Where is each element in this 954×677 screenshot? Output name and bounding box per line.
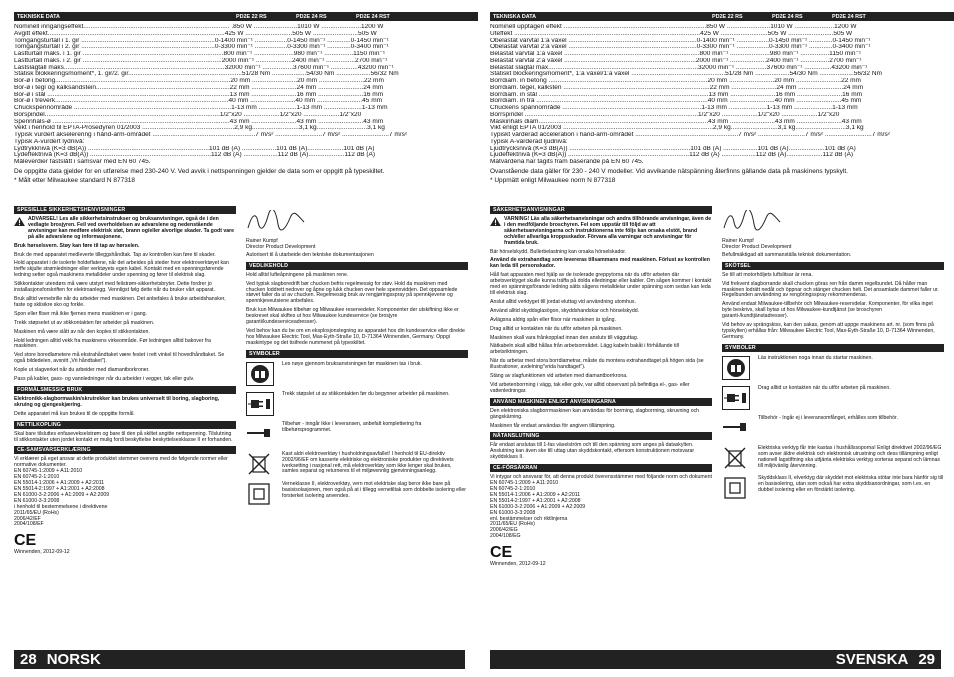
spec-row: Borrdiam. in stål ..............................................................................................13 mm .........................16 mm .........................16 mm <box>490 91 863 98</box>
spec-row: Belastat varvtal 2:a växel .........................................................................2000 min⁻¹ ....................2400 min⁻¹ ................2700 min⁻¹ <box>490 57 862 64</box>
model-24rst: PD2E 24 RST <box>356 13 390 20</box>
unplug-icon <box>722 386 750 410</box>
tech-data-title: TEKNISKE DATA <box>17 13 60 20</box>
symbol-weee <box>246 452 468 476</box>
symbol-text: Drag alltid ur kontakten när du utför arbeten på maskinen. <box>758 384 891 391</box>
para-insulated: Hold apparatet i de isolerte holdeflatene, når det arbeides på steder hvor elektroverktøyet kan treffe skjulte strømledninger eller verktøyets egen kabel. Kontakt med en spenningsførende ledning setter også maskinens metalldeler under spenning og fører til elektrisk slag. <box>14 260 229 279</box>
symbol-unplug <box>246 392 468 416</box>
tech-data-header <box>14 12 478 21</box>
norm-item: 2004/108/EG <box>490 533 521 540</box>
weee-bin-icon <box>246 452 274 476</box>
para-outdoor: Stikkontakter utendørs må være utstyrt med feilstrøm-sikkerhetsbryter. Dette fordrer jo installasjonsforskriften for elektroanlegg. Vennligst følg dette når du bruker vårt apparat. <box>14 281 215 294</box>
para-large-dia: När du arbetar med stora borrdiametrar, måste du montera extrahandtaget på högen sida (se illustrationer, avdelning"vrida handtaget"). <box>490 358 704 371</box>
spec-row: Uteffekt .......................................................................................................425 W ..........................505 W .........................505 W <box>490 30 853 37</box>
spec-row: Ljudtrycksnivå (K=3 dB(A)) ...................................................................101 dB (A) ...................101 dB (A)....................101 dB (A) <box>490 145 856 152</box>
para-maint4: Vid behov av sprängskiss, kan den sakas, genom att uppge maskinens art. nr. (som finns på typskylten) erhållas från: Milwaukee Electric Tool, Max-Eyth-Straße 10, D-71364 Winnenden, Germany. <box>722 322 935 340</box>
spec-row: Typiskt värderad acceleration i hand-arm-området .........................................................7 m/s² ..........................7 m/s² ..........................7 m/s² <box>490 132 890 138</box>
spec-row: Belastat slagtal max...................................................................................32000 min⁻¹ .................37600 min⁻¹ ...............43200 min⁻¹ <box>490 64 868 71</box>
warning-text: ADVARSEL! Les alle sikkerhetsinstrukser og bruksanvisninger, også de i den vedlagte brosjyren. Feil ved overholdelsen av advarslene og nedenstående anvisninger kan medføre elektrisk støt, brann og/eller alvorlige skader. Ta godt vare på alle advarslene og informasjonene. <box>28 216 235 240</box>
footer-norsk <box>14 650 465 669</box>
spec-row: Borrdiam. in betong ........................................................................................20 mm .........................20 mm .........................22 mm <box>490 78 861 84</box>
spec-row: Bor-ø i stål .....................................................................................................13 mm .........................16 mm .........................16 mm <box>14 91 384 98</box>
symbol-text: Trekk støpslet ut av stikkontakten før du begynner arbeider på maskinen. <box>282 390 450 397</box>
spec-row: Avgitt effekt..................................................................................................425 W ..........................505 W .........................505 W <box>14 30 377 37</box>
accessory-icon <box>246 422 274 446</box>
voltage-note: Ovanstående data gäller för 230 - 240 V modeller. Vid avvikande nätspänning återfinns gällande data på maskinens typskylt. <box>490 167 848 175</box>
para-use: Den elektroniska slagborrmaskinen kan användas för borrning, slagborrning, skruvning och gängskärning. <box>490 407 700 420</box>
weee-bin-icon <box>722 446 750 470</box>
norm-item: enl. bestämmelser och riktlinjerna <box>490 515 568 522</box>
right-column <box>722 204 944 506</box>
date: Winnenden, 2012-09-12 <box>14 549 70 556</box>
voltage-note: De oppgitte data gjelder for en utførelse med 230-240 V. Ved avvik i nettspenningen gjelder de data som er oppgitt på typeskiltet. <box>14 167 385 175</box>
signature-icon <box>246 210 306 232</box>
read-manual-icon <box>722 356 750 380</box>
symbol-read-manual <box>722 356 944 380</box>
model-22rs: PD2E 22 RS <box>712 13 743 20</box>
section-heading-symbols: SYMBOLER <box>246 350 468 358</box>
para-use: Elektronikk-slagbormaskin/skrutrekker kan brukes universelt til boring, slagboring, skruing og gjengeskjæring. <box>14 395 220 408</box>
spec-row: Borrspindel ................................................................................................1/2"x20 ....................1/2"x20 ....................1/2"x20 <box>490 111 840 118</box>
spec-row: Nominell upptagen effekt ...............................................................................850 W ........................1010 W ......................1200 W <box>490 24 857 30</box>
spec-row: Måleverdier fastslått i samsvar med EN 60 745. <box>14 159 151 165</box>
spec-row: Tomgangsturtall i 2. gir ..........................................................................0-3300 min⁻¹ ..................0-3300 min⁻¹ .............0-3400 min⁻¹ <box>14 44 389 51</box>
signer <box>246 239 468 251</box>
model-24rst: PD2E 24 RST <box>832 13 866 20</box>
page-number: 28 <box>20 651 37 668</box>
section-heading-symbols: SYMBOLER <box>722 344 944 352</box>
spec-row: Vikt enligt EPTA 01/2003 ...................................................................................2,9 kg..........................3,1 kg............................3,1 kg <box>490 125 864 132</box>
class-ii-icon <box>246 482 274 506</box>
spec-row: Typisk A-vurdert lydnivå: <box>14 138 85 145</box>
section-heading-use: FORMÅLSMESSIG BRUK <box>14 386 236 394</box>
para-ce: Vi intygar och ansvarar för, att denna produkt överensstämmer med följande norm och dokument <box>490 474 712 481</box>
ce-mark-icon: CE <box>490 544 513 562</box>
symbol-text: Tilbehør - inngår ikke i leveransen, anbefalt komplettering fra tilbehørsprogrammet. <box>282 420 422 433</box>
section-heading-use: ANVÄND MASKINEN ENLIGT ANVISNINGARNA <box>490 398 712 406</box>
section-heading-ce: CE-FÖRSÄKRAN <box>490 464 712 472</box>
authorized-text: Befullmäktigad att sammanställa teknisk dokumentation. <box>722 251 852 258</box>
norm-item: EN 55014-2:1997 + A1:2001 + A2:2008 <box>14 486 105 492</box>
symbol-text: Skyddsklass II, elverktyg där skyddet mot elektriska stötar inte bara hänför sig till en basisolering, utan som också har extra skyddsanordningar, som t.ex. en dubbel isolering eller en förstärkt isolering. <box>758 474 944 493</box>
norm-item: EN 60745-2-1:2010 <box>490 486 536 492</box>
para-switch-off: Maskinen må være slått av når den koples til stikkontakten. <box>14 328 150 335</box>
norm-item: EN 60745-2-1:2010 <box>14 474 60 481</box>
class-ii-icon <box>722 476 750 500</box>
signer-name: Rainer Kumpf <box>722 238 754 244</box>
spec-row: Bor-ø i betong.................................................................................................20 mm .........................20 mm .........................22 mm <box>14 78 384 84</box>
spec-row: Borspindel.................................................................................................1/2"x20 ....................1/2"x20 ....................1/2"x20 <box>14 111 362 118</box>
section-heading-maintenance: VEDLIKEHOLD <box>246 262 468 270</box>
para-maint1: Se till att motorhöljets luftslitsar är rena. <box>722 271 813 278</box>
warning-icon <box>490 217 501 226</box>
spec-row: Statisk blokkeringsmoment*, 1. gir/2. gir...............................................................51/28 Nm ...................54/30 Nm ...................56/32 Nm <box>14 71 399 78</box>
para-switch-off: Maskinen skall vara frånkopplad innan den ansluts till vägguttag. <box>490 334 639 341</box>
symbol-text: Tillbehör - Ingår ej i leveransomfånget, erhålles som tillbehör. <box>758 414 898 421</box>
para-chips: Avlägsna aldrig spån eller flisor när maskinen är igång. <box>490 316 616 323</box>
warning-block <box>14 217 236 241</box>
norm-item: EN 61000-3-3:2008 <box>14 497 60 504</box>
symbol-text: Läs instruktionen noga innan du startar maskinen. <box>758 354 873 361</box>
para-diamond: Kople ut slagverket når du arbeider med diamantborkroner. <box>14 367 150 374</box>
left-column <box>490 204 712 571</box>
para-large-dia: Ved store boredlametere må ekstrahåndtaket være festet i rett vinkel til hovedhåndtaket. Se også bildedelen, avsnitt „Vri håndtaket"). <box>14 352 225 365</box>
norm-item: 2006/42/EF <box>14 515 41 522</box>
norm-item: EN 61000-3-2:2006 + A1:2009 + A2:2009 <box>490 503 586 510</box>
symbol-accessory <box>246 422 468 446</box>
spec-row: Lastslagtall maks.........................................................................................32000 min⁻¹ .................37600 min⁻¹ ...............43200 min⁻¹ <box>14 64 394 71</box>
spec-row: Bor-ø i tegl og kalksandstein..........................................................................22 mm .........................24 mm .........................24 mm <box>14 84 384 91</box>
norm-item: EN 60745-1:2009 + A11:2010 <box>490 480 559 487</box>
signer-name: Rainer Kumpf <box>246 238 278 244</box>
spec-row: Obelastat varvtal 2:a växel .......................................................................0-3300 min⁻¹ ..................0-3300 min⁻¹ .............0-3400 min⁻¹ <box>490 44 871 51</box>
language-label: SVENSKA <box>835 651 909 668</box>
para-mains: Skal bare tilsluttes enfasevekselstrøm og bare til den på skiltet angitte nettspenning. Tilslutning til stikkontakter uten jordet kontakt er mulig fordi beskyttelse beskyttelsesklasse II er forhanden. <box>14 430 233 443</box>
date: Winnenden, 2012-09-12 <box>490 561 546 568</box>
symbol-read-manual <box>246 362 468 386</box>
norm-item: 2011/65/EU (RoHs) <box>490 521 535 528</box>
spec-row: Lastturtall maks. i 2. gir .............................................................................2000 min⁻¹ ....................2400 min⁻¹ ................2700 min⁻¹ <box>14 57 388 64</box>
authorized-text: Autorisert til å utarbeide den tekniske dokumentasjonen <box>246 251 374 258</box>
spec-row: Vekt i henhold til EPTA-Prosedyren 01/2003 ...................................................2,9 kg..........................3,1 kg............................3,1 kg <box>14 125 385 132</box>
para-maint2: Vid frekvent slagborrande skall chucken göras ren från damm regelbundet. Då håller man maskinen lodrätt nedåt och öppnar och stänger chucken helt. Det ansamlade dammet faller ur. Regelbunden användning av rengöringsspray rekommenderas. <box>722 280 939 299</box>
spec-row: Obelastat varvtal 1:a växel .......................................................................0-1400 min⁻¹ ..................0-1450 min⁻¹ .............0-1450 min⁻¹ <box>490 37 871 44</box>
read-manual-icon <box>246 362 274 386</box>
norm-list <box>14 469 236 528</box>
symbol-class2 <box>246 482 468 506</box>
spec-row: Statiskt blockeringsmoment*, 1:a växel/1:a växel ....................................................51/28 Nm ...................54/30 Nm ...................56/32 Nm <box>490 71 882 78</box>
spec-row: Spennhals-ø ..................................................................................................43 mm .........................43 mm .........................43 mm <box>14 118 384 125</box>
symbol-text: Les nøye gjennom bruksanvisningen før maskinen tas i bruk. <box>282 360 422 367</box>
para-maint1: Hold alltid lufteåpningene på maskinen rene. <box>246 271 349 278</box>
symbol-unplug <box>722 386 944 410</box>
section-heading-safety: SÄKERHETSANVISNINGAR <box>490 206 712 214</box>
para-walls: Pass på kabler, gass- og vannledninger når du arbeider i vegger, tak eller gulv. <box>14 376 195 383</box>
signer <box>722 239 944 251</box>
section-heading-maintenance: SKÖTSEL <box>722 262 944 270</box>
norm-item: EN 60745-1:2009 + A11:2010 <box>14 468 83 475</box>
spec-row: Nominell inngangseffekt................................................................................. .850 W ........................1010 W ......................1200 W <box>14 24 384 30</box>
para-ce: Vi erklærer på eget ansvar at dette produktet stemmer overens med de følgende normer eller normative dokumenter. <box>14 456 228 469</box>
symbol-weee <box>722 446 944 470</box>
spec-row: Maskinhals diam..............................................................................................43 mm .........................43 mm .........................43 mm <box>490 118 862 125</box>
spec-row: Lydtrykknivå (K=3 dB(A)) ...................................................................101 dB (A) ...................101 dB (A)....................101 dB (A) <box>14 145 375 152</box>
para-handle: Bruk de med apparatet medleverte tilleggshåndtak. Tap av kontrollen kan føre til skader. <box>14 251 216 258</box>
spec-row: Bor-ø i treverk................................................................................................40 mm .........................40 mm .........................45 mm <box>14 98 383 105</box>
ce-mark-icon: CE <box>14 532 37 550</box>
spec-row: Borrdiam. in trä ...............................................................................................40 mm .........................40 mm .........................45 mm <box>490 98 862 105</box>
para-maint4: Ved behov kan du be om en eksplosjonstegning av apparatet hos din kundeservice eller direkte hos Milwaukee Electric Tool, Max-Eyth-Straße 10, D-71364 Winnenden, Germany. Oppgi maskintype og det tisifrede nummeret på typeskiltet. <box>246 327 465 346</box>
norm-item: EN 55014-2:1997 + A1:2001 + A2:2008 <box>490 497 581 504</box>
unplug-icon <box>246 392 274 416</box>
para-unplug: Drag alltid ur kontakten när du utför arbeten på maskinen. <box>490 325 623 332</box>
page-norsk <box>14 12 478 667</box>
symbol-text: Verneklasse II, elektroverktøy, vern mot elektriske slag beror ikke bare på basisisolasjonen, men også på at i tillegg vernetiltak som dobbelte isolering eller forsterket isolering anvendes. <box>282 480 466 499</box>
spec-row: Chuckens spännområde .............................................................................1-13 mm .....................1-13 mm .....................1-13 mm <box>490 105 858 111</box>
right-column <box>246 204 468 512</box>
spec-row: Borrdiam. tegel, kalksten .................................................................................22 mm .........................24 mm .........................24 mm <box>490 84 864 91</box>
measure-note: * Uppmätt enligt Milwaukee norm N 877318 <box>490 176 616 184</box>
model-24rs: PD2E 24 RS <box>296 13 327 20</box>
para-unplug: Trekk støpselet ut av stikkontakten før arbeider på maskinen. <box>14 319 155 326</box>
spec-list <box>490 24 954 166</box>
accessory-icon <box>722 416 750 440</box>
spec-row: Typisk vurdert akselerering i hånd-arm-området .........................................................7 m/s² ..........................7 m/s² ..........................7 m/s² <box>14 132 407 138</box>
symbol-text: Elektriska verktyg får inte kastas i hushållssoporna! Enligt direktivet 2002/96/EG som avser äldre elektrisk och elektronisk utrustning och dess tillämpning enligt nationell lagstiftning ska uttjänta elektriska verktyg sorteras separat och lämnas till miljövänlig återvinning. <box>758 444 942 469</box>
norm-item: EN 55014-1:2006 + A1:2009 + A2:2011 <box>14 480 105 487</box>
norm-list <box>490 481 712 540</box>
norm-item: EN 61000-3-3:2008 <box>490 509 536 516</box>
section-heading-ce: CE-SAMSVARSERKLÆRING <box>14 446 236 454</box>
warning-block <box>490 217 712 247</box>
warning-text: VARNING! Läs alla säkerhetsanvisningar och andra tillhörande anvisningar, även de i den medföljande broschyren. Fel som uppstår till följd av att säkerhetsanvisningarna och instruktionerna inte följs kan orsaka elstöt, brand och/eller allvarliga kroppsskador. Förvara alla varningar och anvisningar för framtida bruk. <box>504 216 712 246</box>
model-24rs: PD2E 24 RS <box>772 13 803 20</box>
measure-note: * Målt etter Milwaukee standard N 877318 <box>14 176 136 184</box>
para-maint2: Ved typisk slagboredrift bør chucken befris regelmessig for støv. Hold da maskinen med chucken loddrett nedover og åpne og lukk chucken over hele spennvidden. Det oppsamlede støvet faller da ut av chucken. Regelmessig bruk av rengjøringsspray på spennkjevene og spennkjeveutsiene anbefales. <box>246 280 458 305</box>
model-22rs: PD2E 22 RS <box>236 13 267 20</box>
spec-row: Belastat varvtal 1:a växel ...........................................................................800 min⁻¹ ......................980 min⁻¹ ................1150 min⁻¹ <box>490 51 862 57</box>
para-use2: Dette apparatet må kun brukes til de oppgitte formål. <box>14 410 135 417</box>
left-column <box>14 204 236 559</box>
para-hearing: Bruk hørselsvern. Støy kan føre til tap av hørselen. <box>14 242 140 249</box>
para-chips: Spon eller fliser må ikke fjernes mens maskinen er i gang. <box>14 310 147 317</box>
para-goggles: Bruk alltid vernebrille når du arbeider med maskinen. Det anbefales å bruke arbeidshansker, faste og sklisikre sko og forkle. <box>14 295 226 308</box>
para-handle: Använd de extrahandtag som levereras tillsammans med maskinen. Förlust av kontrollen kan leda till personskador. <box>490 257 710 270</box>
spec-row: Tomgangsturtall i 1. gir ..........................................................................0-1400 min⁻¹ ..................0-1450 min⁻¹ .............0-1450 min⁻¹ <box>14 37 389 44</box>
section-heading-mains: NÄTANSLUTNING <box>490 432 712 440</box>
norm-item: 2004/108/EF <box>14 521 44 528</box>
norm-item: 2011/65/EU (RoHs) <box>14 509 59 516</box>
tech-data-title: TEKNISKA DATA <box>493 13 537 20</box>
page-number: 29 <box>918 651 935 668</box>
page-svenska <box>490 12 954 667</box>
para-diamond: Stäng av slagfunktionen vid arbeten med diamantborrkrona. <box>490 373 628 380</box>
section-heading-safety: SPESIELLE SIKKERHETSHENVISNINGER <box>14 206 236 214</box>
section-heading-mains: NETTILKOPLING <box>14 421 236 429</box>
language-label: NORSK <box>46 651 101 668</box>
para-goggles: Använd alltid skyddsglasögon, skyddshandskar och hörselskydd. <box>490 307 640 314</box>
spec-row: Typisk A-värderad ljudnivå: <box>490 138 568 145</box>
signature-icon <box>722 210 782 232</box>
spec-row: Lydeffektnivå (K=3 dB(A)) ...................................................................112 dB (A) ...................112 dB (A)....................112 dB (A) <box>14 152 376 159</box>
para-insulated: Håll fast apparaten med hjälp av de isolerade greppytorna när du utför arbeten där arbetsverktyget skulle kunna träffa på dolda elledningar eller kabler. Om sågen kommer i kontakt med en spänningsförande ledning sätts sågens metalldelar under spänning som sedan kan leda till elektrisk slag. <box>490 272 712 296</box>
symbol-text: Kast aldri elektroverktøy i husholdningsavfallet! I henhold til EU-direktiv 2002/96/EF om kasserte elektriske og elektroniske produkter og direktivets iverksetting i nasjonal rett, må elektroverktøy som ikke lenger skal brukes, samles separat og returneres til et miljøvennlig gjenvinningsanlegg. <box>282 450 454 475</box>
spec-row: Mätvärdena har tagits fram baserande på EN 60 745. <box>490 159 644 165</box>
signer-title: Director Product Development <box>246 243 316 250</box>
para-walls: Vid arbetenborrning i vägg, tak eller golv, var alltid observant på befintliga el-, gas- eller vattenledningar. <box>490 381 690 394</box>
spec-row: Lastturtall maks. i 1. gir ..............................................................................800 min⁻¹ ......................980 min⁻¹ ................1150 min⁻¹ <box>14 51 386 57</box>
symbol-class2 <box>722 476 944 500</box>
symbol-accessory <box>722 416 944 440</box>
para-mains: Får endast anslutas till 1-fas växelström och till den spänning som anges på dataskylten. Anslutning kan även ske till uttag utan skyddskontakt, eftersom konstruktionen motsvarar skyddsklass II. <box>490 442 695 461</box>
footer-svenska <box>490 650 941 669</box>
para-hearing: Bär hörselskydd. Bullerbelastning kan orsaka hörselskador. <box>490 248 627 255</box>
norm-item: EN 61000-3-2:2006 + A1:2009 + A2:2009 <box>14 491 110 498</box>
spec-row: Ljudeffektnivå (K=3 dB(A)) ...................................................................112 dB (A) ...................112 dB (A)....................112 dB (A) <box>490 152 854 159</box>
para-cable: Hold ledningen alltid vekk fra maskinens virkeområde. Før ledningen alltid bakover fra maskinen. <box>14 337 211 350</box>
para-use2: Maskinen får endast användas för angiven tillämpning. <box>490 422 616 429</box>
norm-item: i henhold til bestemmelsene i direktivene <box>14 503 108 510</box>
spec-row: Chuckspennområde .......................................................................................1-13 mm .....................1-13 mm .....................1-13 mm <box>14 105 388 111</box>
signer-title: Director Product Development <box>722 243 792 250</box>
para-maint3: Använd endast Milwaukee-tillbehör och Milwaukee-reservdelar. Komponenter, för vilka inget byte beskrivs, skall bytas ut hos Milwaukee-kundtjänst (se broschyren garanti-/kundtjänstadresser). <box>722 301 933 320</box>
para-outdoor: Anslut alltid verktyget till jordat eluttag vid användning utomhus. <box>490 298 636 305</box>
para-cable: Nätkabeln skall alltid hållas från arbetsområdet. Lägg kabeln bakåt i förhållande till arbetsriktningen. <box>490 343 679 356</box>
para-maint3: Bruk kun Milwaukee tilbehør og Milwaukee reservedeler. Komponenter der utskiftning ikke er beskrevet skal skiftes ut hos Milwaukee kundeservice (se brosjyre garanti/kundeserviceadresser). <box>246 307 459 326</box>
tech-data-header <box>490 12 954 21</box>
norm-item: 2006/42/EG <box>490 527 518 534</box>
norm-item: EN 55014-1:2006 + A1:2009 + A2:2011 <box>490 491 581 498</box>
warning-icon <box>14 217 25 226</box>
spec-list <box>14 24 478 166</box>
